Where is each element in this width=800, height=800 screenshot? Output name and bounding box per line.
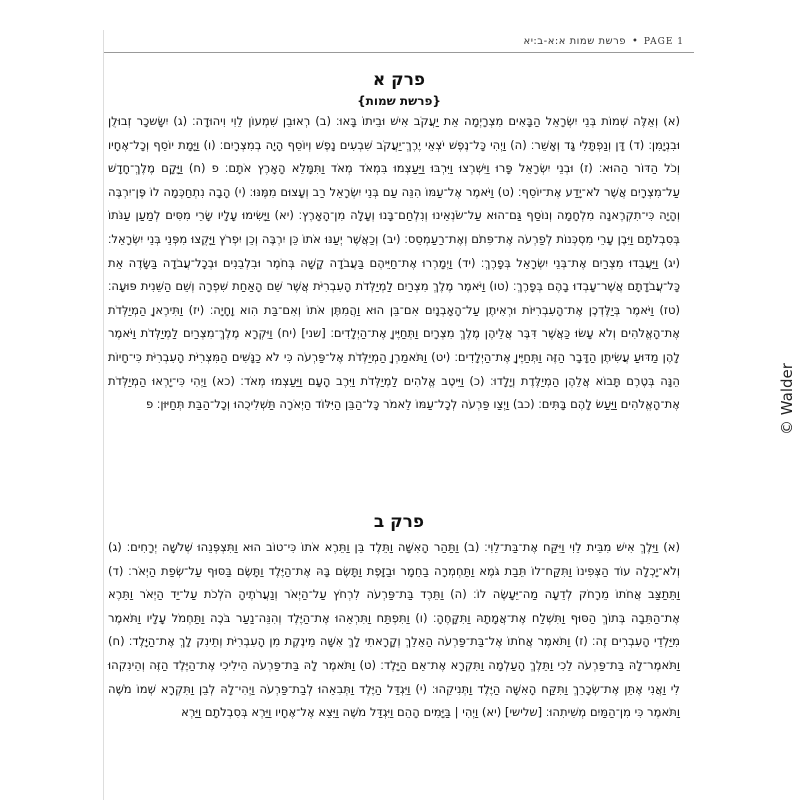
watermark-text: © Walder xyxy=(778,363,796,435)
header-separator: • xyxy=(632,36,638,47)
chapter-2-title: פרק ב xyxy=(373,512,425,532)
chapter-2-text: (א) וַיֵּלֶךְ אִישׁ מִבֵּית לֵוִי וַיִּקַּח אֶת־בַּת־לֵוִי׃ (ב) וַתַּהַר הָאִשָּׁה וַתֵּלֶד בֵּן וַתֵּרֶא אֹתוֹ כִּי־טוֹב הוּא וַתִּצְפְּנֵהוּ שְׁלֹשָׁה יְרָחִים׃ (ג) וְלֹא־יָכְלָה עוֹד הַצְּפִינוֹ וַתִּקַּח־לוֹ תֵּבַת גֹּמֶא וַתַּחְמְרָה בַחֵמָר וּבַזָּפֶת וַתָּשֶׂם בָּהּ אֶת־הַיֶּלֶד וַתָּשֶׂם בַּסּוּף עַל־שְׂפַת הַיְאֹר׃ (ד) וַתֵּתַצַּב אֲחֹתוֹ מֵרָחֹק לְדֵעָה מַה־יֵּעָשֶׂה לוֹ׃ (ה) וַתֵּרֶד בַּת־פַּרְעֹה לִרְחֹץ עַל־הַיְאֹר וְנַעֲרֹתֶיהָ הֹלְכֹת עַל־יַד הַיְאֹר וַתֵּרֶא אֶת־הַתֵּבָה בְּתוֹךְ הַסּוּף וַתִּשְׁלַח אֶת־אֲמָתָהּ וַתִּקָּחֶהָ׃ (ו) וַתִּפְתַּח וַתִּרְאֵהוּ אֶת־הַיֶּלֶד וְהִנֵּה־נַעַר בֹּכֶה וַתַּחְמֹל עָלָיו וַתֹּאמֶר מִיַּלְדֵי הָעִבְרִים זֶה׃ (ז) וַתֹּאמֶר אֲחֹתוֹ אֶל־בַּת־פַּרְעֹה הַאֵלֵךְ וְקָרָאתִי לָךְ אִשָּׁה מֵינֶקֶת מִן הָעִבְרִיֹּת וְתֵינִק לָךְ אֶת־הַיָּלֶד׃ (ח) וַתֹּאמֶר־לָהּ בַּת־פַּרְעֹה לֵכִי וַתֵּלֶךְ הָעַלְמָה וַתִּקְרָא אֶת־אֵם הַיָּלֶד׃ (ט) וַתֹּאמֶר לָהּ בַּת־פַּרְעֹה הֵילִיכִי אֶת־הַיֶּלֶד הַזֶּה וְהֵינִקִהוּ לִי וַאֲנִי אֶתֵּן אֶת־שְׂכָרֵךְ וַתִּקַּח הָאִשָּׁה הַיֶּלֶד וַתְּנִיקֵהוּ׃ (י) וַיִּגְדַּל הַיֶּלֶד וַתְּבִאֵהוּ לְבַת־פַּרְעֹה וַיְהִי־לָהּ לְבֵן וַתִּקְרָא שְׁמוֹ מֹשֶׁה וַתֹּאמֶר כִּי מִן־הַמַּיִם מְשִׁיתִהוּ׃ [שלישי] (יא) וַיְהִי | בַּיָּמִים הָהֵם וַיִּגְדַּל מֹשֶׁה וַיֵּצֵא אֶל־אֶחָיו וַיַּרְא בְּסִבְלֹתָם וַיַּרְא xyxy=(108,540,680,720)
copyright-watermark xyxy=(772,355,796,445)
header-rule xyxy=(104,52,694,53)
parasha-title: {פרשת שמות} xyxy=(357,94,441,108)
running-header xyxy=(104,36,684,47)
running-head-title: פרשת שמות א:א-ב:יא xyxy=(523,36,627,47)
chapter-1-title: פרק א xyxy=(372,70,426,90)
document-page xyxy=(103,30,694,800)
chapter-1-text: (א) וְאֵלֶּה שְׁמוֹת בְּנֵי יִשְׂרָאֵל הַבָּאִים מִצְרָיְמָה אֵת יַעֲקֹב אִישׁ וּבֵיתוֹ בָּאוּ׃ (ב) רְאוּבֵן שִׁמְעוֹן לֵוִי וִיהוּדָה׃ (ג) יִשָּׂשכָר זְבוּלֻן וּבִנְיָמִן׃ (ד) דָּן וְנַפְתָּלִי גָּד וְאָשֵׁר׃ (ה) וַיְהִי כָּל־נֶפֶשׁ יֹצְאֵי יֶרֶךְ־יַעֲקֹב שִׁבְעִים נָפֶשׁ וְיוֹסֵף הָיָה בְמִצְרָיִם׃ (ו) וַיָּמָת יוֹסֵף וְכָל־אֶחָיו וְכֹל הַדּוֹר הַהוּא׃ (ז) וּבְנֵי יִשְׂרָאֵל פָּרוּ וַיִּשְׁרְצוּ וַיִּרְבּוּ וַיַּעַצְמוּ בִּמְאֹד מְאֹד וַתִּמָּלֵא הָאָרֶץ אֹתָם׃ פ (ח) וַיָּקָם מֶלֶךְ־חָדָשׁ עַל־מִצְרָיִם אֲשֶׁר לֹא־יָדַע אֶת־יוֹסֵף׃ (ט) וַיֹּאמֶר אֶל־עַמּוֹ הִנֵּה עַם בְּנֵי יִשְׂרָאֵל רַב וְעָצוּם מִמֶּנּוּ׃ (י) הָבָה נִתְחַכְּמָה לוֹ פֶּן־יִרְבֶּה וְהָיָה כִּי־תִקְרֶאנָה מִלְחָמָה וְנוֹסַף גַּם־הוּא עַל־שֹׂנְאֵינוּ וְנִלְחַם־בָּנוּ וְעָלָה מִן־הָאָרֶץ׃ (יא) וַיָּשִׂימוּ עָלָיו שָׂרֵי מִסִּים לְמַעַן עַנֹּתוֹ בְּסִבְלֹתָם וַיִּבֶן עָרֵי מִסְכְּנוֹת לְפַרְעֹה אֶת־פִּתֹם וְאֶת־רַעַמְסֵס׃ (יב) וְכַאֲשֶׁר יְעַנּוּ אֹתוֹ כֵּן יִרְבֶּה וְכֵן יִפְרֹץ וַיָּקֻצוּ מִפְּנֵי בְּנֵי יִשְׂרָאֵל׃ (יג) וַיַּעֲבִדוּ מִצְרַיִם אֶת־בְּנֵי יִשְׂרָאֵל בְּפָרֶךְ׃ (יד) וַיְמָרְרוּ אֶת־חַיֵּיהֶם בַּעֲבֹדָה קָשָׁה בְּחֹמֶר וּבִלְבֵנִים וּבְכָל־עֲבֹדָה בַּשָּׂדֶה אֵת כָּל־עֲבֹדָתָם אֲשֶׁר־עָבְדוּ בָהֶם בְּפָרֶךְ׃ (טו) וַיֹּאמֶר מֶלֶךְ מִצְרַיִם לַמְיַלְּדֹת הָעִבְרִיֹּת אֲשֶׁר שֵׁם הָאַחַת שִׁפְרָה וְשֵׁם הַשֵּׁנִית פּוּעָה׃ (טז) וַיֹּאמֶר בְּיַלֶּדְכֶן אֶת־הָעִבְרִיּוֹת וּרְאִיתֶן עַל־הָאָבְנָיִם אִם־בֵּן הוּא וַהֲמִתֶּן אֹתוֹ וְאִם־בַּת הִוא וָחָיָה׃ (יז) וַתִּירֶאןָ הַמְיַלְּדֹת אֶת־הָאֱלֹהִים וְלֹא עָשׂוּ כַּאֲשֶׁר דִּבֶּר אֲלֵיהֶן מֶלֶךְ מִצְרָיִם וַתְּחַיֶּיןָ אֶת־הַיְלָדִים׃ [שני] (יח) וַיִּקְרָא מֶלֶךְ־מִצְרַיִם לַמְיַלְּדֹת וַיֹּאמֶר לָהֶן מַדּוּעַ עֲשִׂיתֶן הַדָּבָר הַזֶּה וַתְּחַיֶּיןָ אֶת־הַיְלָדִים׃ (יט) וַתֹּאמַרְןָ הַמְיַלְּדֹת אֶל־פַּרְעֹה כִּי לֹא כַנָּשִׁים הַמִּצְרִיֹּת הָעִבְרִיֹּת כִּי־חָיוֹת הֵנָּה בְּטֶרֶם תָּבוֹא אֲלֵהֶן הַמְיַלֶּדֶת וְיָלָדוּ׃ (כ) וַיֵּיטֶב אֱלֹהִים לַמְיַלְּדֹת וַיִּרֶב הָעָם וַיַּעַצְמוּ מְאֹד׃ (כא) וַיְהִי כִּי־יָרְאוּ הַמְיַלְּדֹת אֶת־הָאֱלֹהִים וַיַּעַשׂ לָהֶם בָּתִּים׃ (כב) וַיְצַו פַּרְעֹה לְכָל־עַמּוֹ לֵאמֹר כָּל־הַבֵּן הַיִּלּוֹד הַיְאֹרָה תַּשְׁלִיכֻהוּ וְכָל־הַבַּת תְּחַיּוּן׃ פ xyxy=(108,114,680,412)
page-label: PAGE 1 xyxy=(643,36,684,47)
